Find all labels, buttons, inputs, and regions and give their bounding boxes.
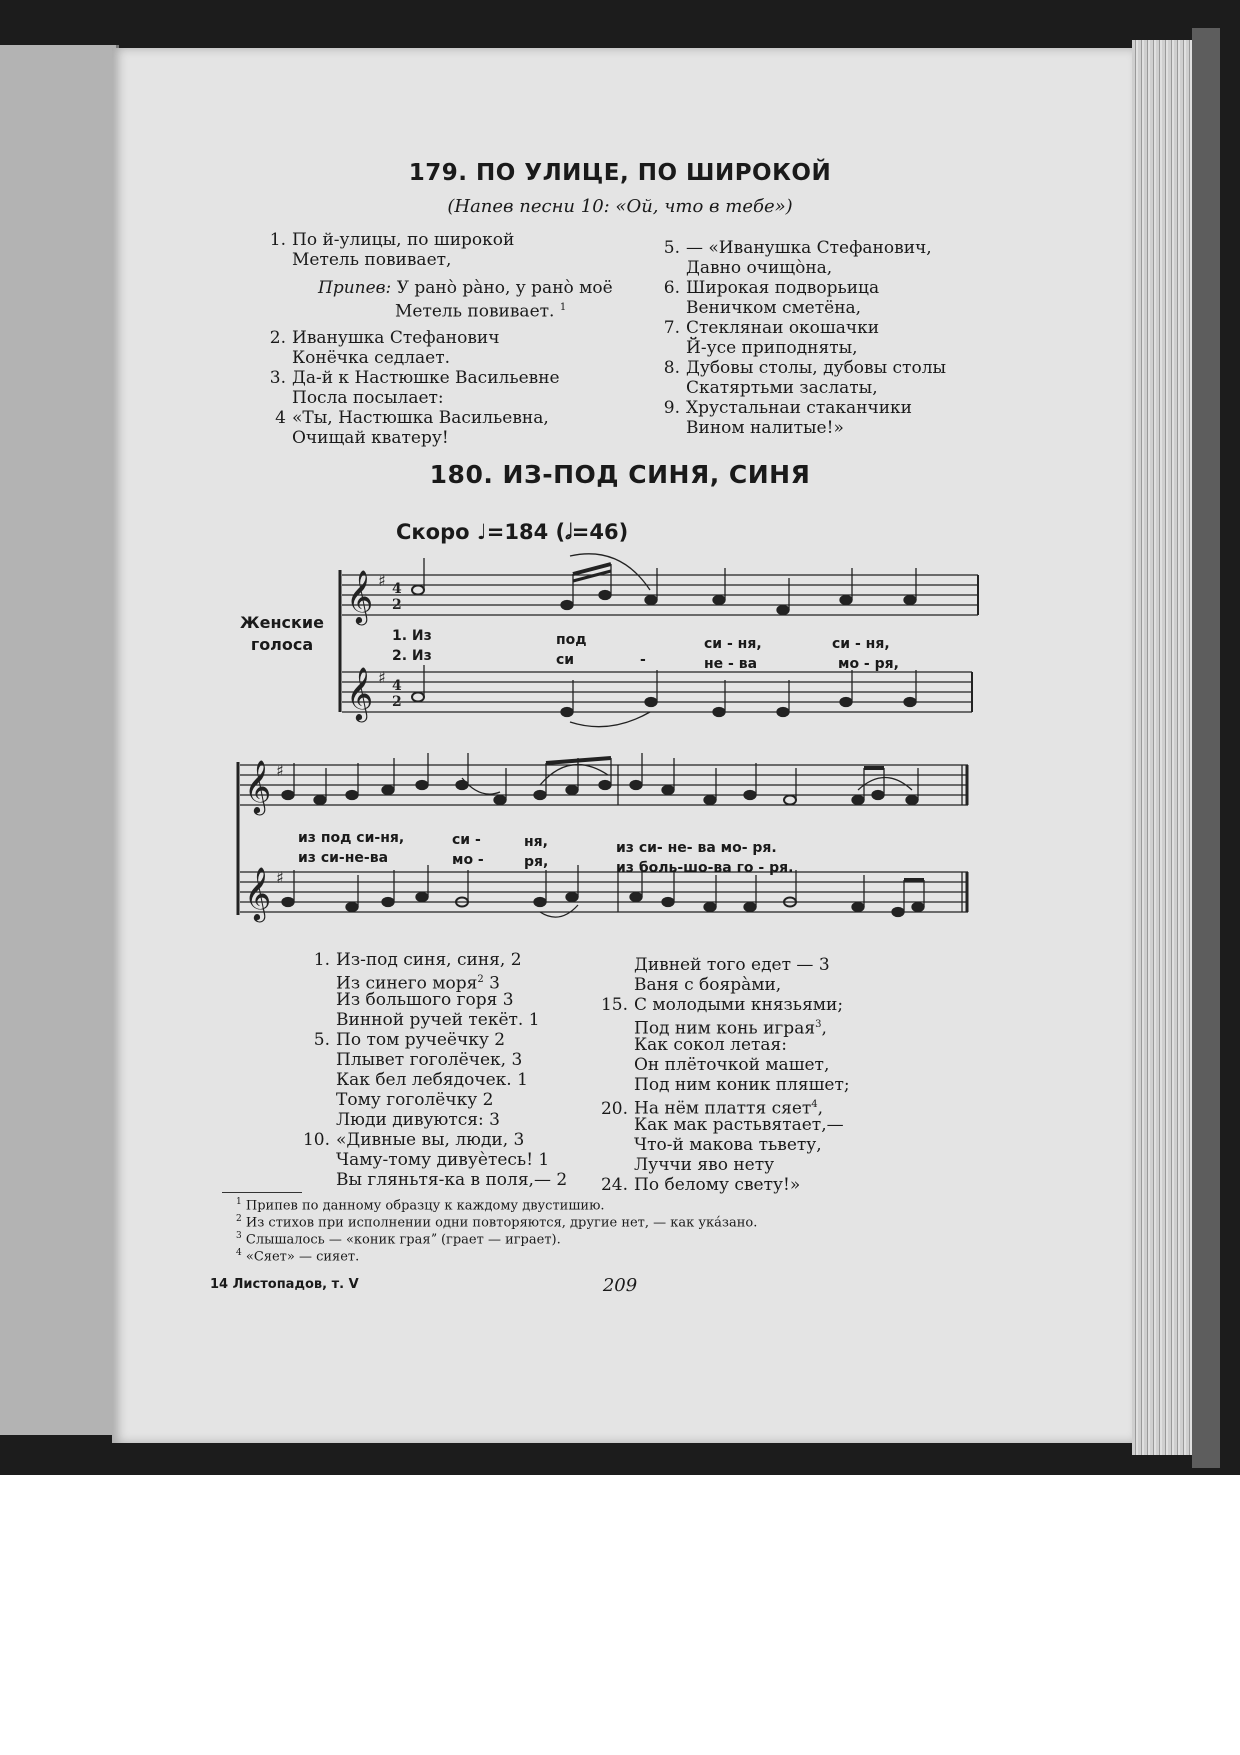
footnote: $^1$ Припев по данному образцу к каждому двустишию.: [236, 1197, 605, 1214]
footnote-rule: [222, 1192, 302, 1193]
footnote: $^4$ «Сяет» — сияет.: [236, 1248, 360, 1265]
verse-line: Он плёточкой машет,: [634, 1055, 830, 1075]
verse-line: 20. На нём плаття сяет$^4$,: [600, 1098, 824, 1119]
verse-line: Как мак растьвятает,—: [634, 1115, 844, 1135]
song-179-subtitle: (Напев песни 10: «Ой, что в тебе»): [447, 196, 793, 217]
treble-clef: 𝄞: [244, 866, 272, 920]
verse-line: 2. Иванушка Стефанович: [269, 328, 500, 348]
verse-line: Люди дивуются: 3: [336, 1110, 500, 1130]
page-number: 209: [602, 1275, 638, 1296]
verse-line: Из большого горя 3: [336, 990, 514, 1010]
verse-line: 1. Из-под синя, синя, 2: [313, 950, 522, 970]
verse-line: Винной ручей текёт. 1: [336, 1010, 540, 1030]
verse-line: Дивней того едет — 3: [634, 955, 830, 975]
verse-line: 5. По том ручеёчку 2: [313, 1030, 506, 1050]
time-signature: 2: [392, 597, 402, 613]
voices-label: Женские голоса: [240, 613, 324, 654]
verse-line: Как сокол летая:: [634, 1035, 787, 1055]
treble-clef: 𝄞: [244, 759, 272, 813]
verse-line: Под ним коник пляшет;: [634, 1075, 850, 1095]
verse-line: 5. — «Иванушка Стефанович,: [663, 238, 932, 258]
verse-line: Посла посылает:: [292, 388, 444, 408]
notes-staff-1-lower: [412, 665, 916, 727]
notes-staff-2-lower: [282, 865, 924, 917]
verse-line: Под ним конь играя$^3$,: [634, 1018, 827, 1039]
verse-line: 1. По й-улицы, по широкой: [269, 230, 515, 250]
time-signature: 2: [392, 694, 402, 710]
footnote: $^3$ Слышалось — «коник граяˮ (грает — играет).: [236, 1231, 561, 1248]
verse-line: Тому гоголёчку 2: [336, 1090, 494, 1110]
verse-line: Веничком сметёна,: [686, 298, 862, 318]
verse-line: 3. Да-й к Настюшке Васильевне: [269, 368, 560, 388]
verse-line: Из синего моря$^2$ 3: [336, 973, 500, 994]
staff-1-upper: [342, 575, 978, 615]
time-signature: 4: [392, 678, 402, 694]
verse-line: Очищай кватеру!: [292, 428, 449, 448]
verse-line: Плывет гоголёчек, 3: [336, 1050, 523, 1070]
verse-line: Конёчка седлает.: [292, 348, 451, 368]
verse-line: Что-й макова тьвету,: [634, 1135, 822, 1155]
refrain-line: Метель повивает. $^1$: [395, 301, 567, 322]
tempo-marking: Скоро ♩=184 (𝅗𝅥=46): [396, 520, 629, 544]
notes-staff-2-upper: [282, 753, 918, 805]
song-180-title: 180. ИЗ-ПОД СИНЯ, СИНЯ: [429, 460, 811, 489]
verse-line: Скатяртьми заслаты,: [686, 378, 878, 398]
verse-line: Как бел лебядочек. 1: [336, 1070, 528, 1090]
verse-line: Луччи яво нету: [634, 1155, 775, 1175]
refrain-line: Припев: У ранò рàно, у ранò моё: [318, 278, 613, 298]
key-signature-sharp: ♯: [378, 668, 386, 687]
treble-clef: 𝄞: [346, 569, 374, 623]
verse-line: 9. Хрустальнаи стаканчики: [663, 398, 912, 418]
verse-line: 4 «Ты, Настюшка Васильевна,: [275, 408, 549, 428]
verse-line: 8. Дубовы столы, дубовы столы: [663, 358, 947, 378]
key-signature-sharp: ♯: [378, 571, 386, 590]
verse-line: 6. Широкая подворьица: [663, 278, 880, 298]
key-signature-sharp: ♯: [276, 761, 284, 780]
verse-line: Вином налитые!»: [686, 418, 844, 438]
key-signature-sharp: ♯: [276, 868, 284, 887]
verse-line: 15. С молодыми князьями;: [600, 995, 844, 1015]
verse-line: Давно очищòна,: [686, 258, 833, 278]
treble-clef: 𝄞: [346, 666, 374, 720]
verse-line: Вы гляньтя-ка в поля,— 2: [336, 1170, 568, 1190]
verse-line: Чаму-тому дивуѐтесь! 1: [336, 1150, 550, 1170]
verse-line: 10. «Дивные вы, люди, 3: [302, 1130, 525, 1150]
verse-line: 24. По белому свету!»: [600, 1175, 801, 1195]
verse-line: Метель повивает,: [292, 250, 452, 270]
song-179-title: 179. ПО УЛИЦЕ, ПО ШИРОКОЙ: [408, 160, 832, 186]
printer-signature: 14 Листопадов, т. V: [210, 1277, 359, 1292]
footnote: $^2$ Из стихов при исполнении одни повторяются, другие нет, — как укáзано.: [236, 1214, 758, 1231]
verse-line: Й-усе приподняты,: [686, 338, 858, 358]
time-signature: 4: [392, 581, 402, 597]
verse-line: 7. Стеклянаи окошачки: [663, 318, 880, 338]
verse-line: Ваня с боярàми,: [634, 975, 782, 995]
